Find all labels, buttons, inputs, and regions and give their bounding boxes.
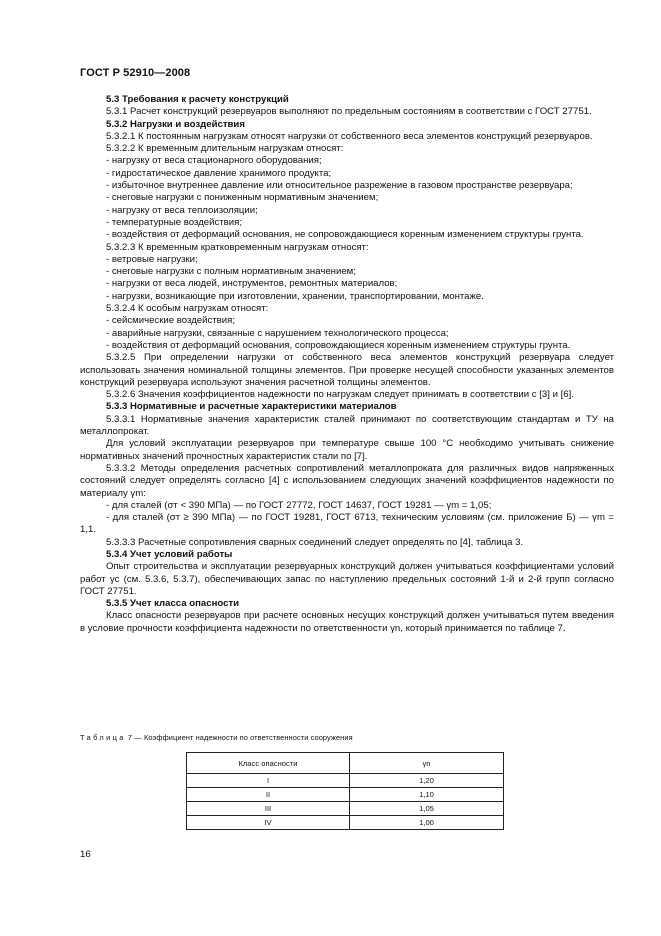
table-header-row [187,753,504,774]
paragraph: - снеговые нагрузки с пониженным нормативным значением; [106,192,379,204]
table-row [187,802,504,816]
paragraph: - сейсмические воздействия; [106,315,235,327]
document-code: ГОСТ Р 52910—2008 [80,67,191,79]
paragraph: - нагрузки от веса людей, инструментов, ремонтных материалов; [106,278,398,290]
paragraph: - гидростатическое давление хранимого продукта; [106,167,332,179]
table-caption-text: 7 — Коэффициент надежности по ответственности сооружения [125,733,353,742]
paragraph: - ветровые нагрузки; [106,253,198,265]
coefficient-cell: 1,05 [350,802,504,816]
paragraph: - для сталей (σт < 390 МПа) — по ГОСТ 27772, ГОСТ 14637, ГОСТ 19281 — γm = 1,05; [106,499,492,511]
hazard-class-cell: III [187,802,350,816]
hazard-class-cell: I [187,774,350,788]
reliability-coefficient-table [186,752,504,830]
paragraph: 5.3.2.2 К временным длительным нагрузкам относят: [106,143,344,155]
paragraph: 5.3.2.6 Значения коэффициентов надежности по нагрузкам следует принимать в соответствии с [3] и [6]. [106,389,574,401]
paragraph: Класс опасности резервуаров при расчете основных несущих конструкций должен учитываться путем введения в условие прочности коэффициента надежности по ответственности γn, который принимается по таблице 7. [80,610,614,634]
paragraph: - снеговые нагрузки с полным нормативным значением; [106,266,356,278]
paragraph: - нагрузку от веса стационарного оборудования; [106,155,322,167]
paragraph: - воздействия от деформаций основания, не сопровождающиеся коренным изменением структуры грунта. [106,229,584,241]
paragraph: 5.3.3.2 Методы определения расчетных сопротивлений металлопроката для различных видов напряженных состояний следует определять согласно [4] с использованием следующих значений коэффициентов надежности по материалу γm: [80,462,614,499]
table-row [187,788,504,802]
hazard-class-cell: II [187,788,350,802]
section-heading: 5.3.4 Учет условий работы [106,548,233,560]
paragraph: 5.3.2.3 К временным кратковременным нагрузкам относят: [106,241,369,253]
table-caption-label: Таблица [80,733,126,742]
paragraph: 5.3.1 Расчет конструкций резервуаров выполняют по предельным состояниям в соответствии с ГОСТ 27751. [106,106,592,118]
section-heading: 5.3.3 Нормативные и расчетные характеристики материалов [106,401,397,413]
paragraph: - избыточное внутреннее давление или относительное разрежение в газовом пространстве резервуара; [106,180,573,192]
column-header-hazard-class: Класс опасности [187,753,350,774]
hazard-class-cell: IV [187,816,350,830]
paragraph: - температурные воздействия; [106,216,242,228]
paragraph: - аварийные нагрузки, связанные с нарушением технологического процесса; [106,327,449,339]
coefficient-cell: 1,10 [350,788,504,802]
table-caption [80,733,620,742]
coefficient-cell: 1,20 [350,774,504,788]
column-header-gamma-n: γn [350,753,504,774]
paragraph: - нагрузки, возникающие при изготовлении, хранении, транспортировании, монтаже. [106,290,484,302]
paragraph: 5.3.3.3 Расчетные сопротивления сварных соединений следует определять по [4], таблица 3. [106,536,524,548]
section-heading: 5.3 Требования к расчету конструкций [106,94,289,105]
paragraph: 5.3.3.1 Нормативные значения характеристик сталей принимают по соответствующим стандартам и ТУ на металлопрокат. [80,413,614,438]
table-row [187,816,504,830]
coefficient-cell: 1,00 [350,816,504,830]
page-number: 16 [80,849,91,860]
section-heading: 5.3.5 Учет класса опасности [106,598,240,610]
document-body [80,94,614,635]
paragraph: 5.3.2.5 При определении нагрузки от собственного веса элементов конструкций резервуара следует использовать значения номинальной толщины элементов. При проверке несущей способности указанных элементов конструкций резервуара используют значения расчетной толщины элементов. [80,352,614,388]
paragraph: - воздействия от деформаций основания, сопровождающиеся коренным изменением структуры грунта. [106,339,571,351]
paragraph: 5.3.2.1 К постоянным нагрузкам относят нагрузки от собственного веса элементов конструкций резервуаров. [106,130,593,142]
paragraph: - для сталей (σт ≥ 390 МПа) — по ГОСТ 19281, ГОСТ 6713, техническим условиям (см. приложение Б) — γm = 1,1. [80,512,614,536]
paragraph: Для условий эксплуатации резервуаров при температуре свыше 100 °С необходимо учитывать снижение нормативных значений прочностных характеристик стали по [7]. [80,438,614,462]
table-row [187,774,504,788]
section-heading: 5.3.2 Нагрузки и воздействия [106,118,245,130]
paragraph: - нагрузку от веса теплоизоляции; [106,204,258,216]
paragraph: Опыт строительства и эксплуатации резервуарных конструкций должен учитываться коэффициентами условий работ γс (см. 5.3.6, 5.3.7), обеспечивающих запас по наступлению предельных состояний 1-й и 2-й групп согласно ГОСТ 27751. [80,561,614,597]
paragraph: 5.3.2.4 К особым нагрузкам относят: [106,303,269,315]
